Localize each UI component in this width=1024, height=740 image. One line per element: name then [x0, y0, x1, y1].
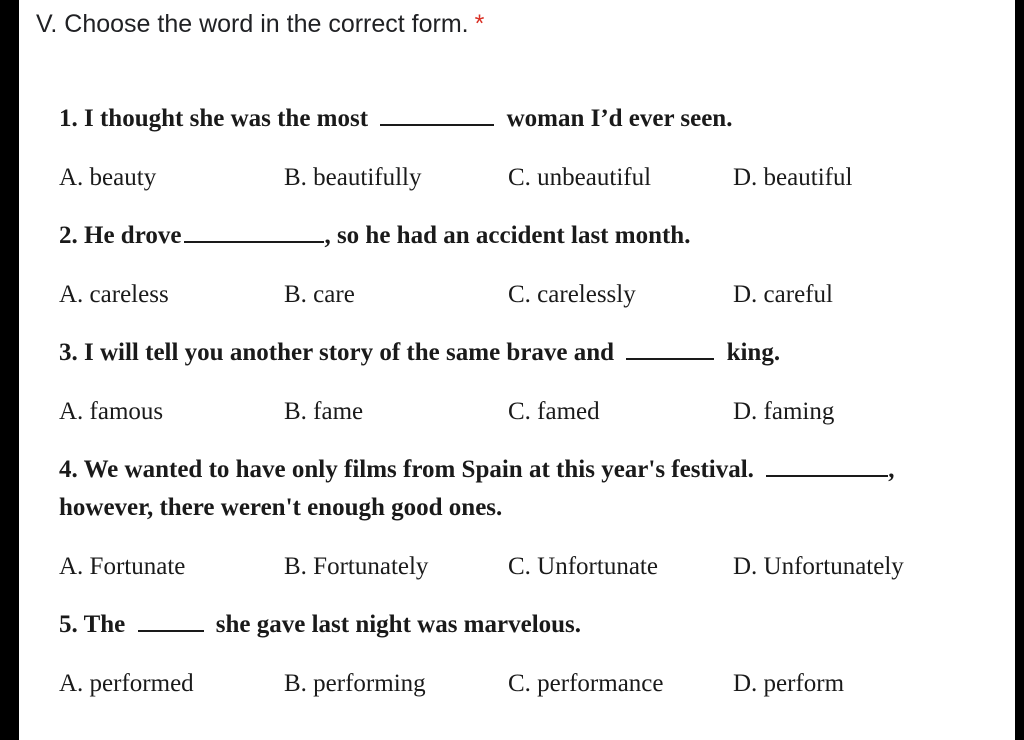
- question-1-options: [59, 160, 1009, 196]
- question-4: [59, 451, 1009, 585]
- question-list: [59, 100, 1009, 723]
- question-1: [59, 100, 1009, 196]
- required-asterisk: *: [474, 10, 485, 38]
- question-2-number: 2.: [59, 222, 78, 249]
- question-3-number: 3.: [59, 339, 78, 366]
- question-3-option-c[interactable]: C. famed: [508, 398, 600, 425]
- question-5-number: 5.: [59, 611, 78, 638]
- question-4-text: [59, 451, 1009, 489]
- question-1-option-b[interactable]: B. beautifully: [284, 164, 422, 191]
- question-5-text: [59, 606, 1009, 644]
- question-3-text-before: I will tell you another story of the same brave and: [84, 339, 615, 366]
- question-2-text-before: He drove: [84, 222, 182, 249]
- question-4-text-before: We wanted to have only films from Spain at this year's festival.: [83, 456, 754, 483]
- question-3-option-a[interactable]: A. famous: [59, 398, 164, 425]
- question-2-text: [59, 217, 1009, 255]
- question-3-option-b[interactable]: B. fame: [284, 398, 364, 425]
- question-1-text: [59, 100, 1009, 138]
- question-5-option-d[interactable]: D. perform: [733, 670, 845, 697]
- question-3-options: [59, 394, 1009, 430]
- question-3-text: [59, 334, 1009, 372]
- question-3: [59, 334, 1009, 430]
- question-5-blank: [138, 610, 204, 632]
- question-5-options: [59, 666, 1009, 702]
- question-5: [59, 606, 1009, 702]
- question-2-option-d[interactable]: D. careful: [733, 281, 833, 308]
- question-2-option-c[interactable]: C. carelessly: [508, 281, 636, 308]
- question-5-option-c[interactable]: C. performance: [508, 670, 664, 697]
- question-3-blank: [626, 338, 714, 360]
- question-4-text-line2: however, there weren't enough good ones.: [59, 494, 503, 521]
- question-1-blank: [380, 104, 494, 126]
- question-1-option-c[interactable]: C. unbeautiful: [508, 164, 652, 191]
- question-2-text-after: , so he had an accident last month.: [324, 222, 691, 249]
- question-4-options: [59, 549, 1009, 585]
- question-1-text-before: I thought she was the most: [84, 105, 369, 132]
- question-4-option-b[interactable]: B. Fortunately: [284, 553, 429, 580]
- question-2-blank: [184, 221, 324, 243]
- question-5-text-after: she gave last night was marvelous.: [215, 611, 582, 638]
- question-2-option-b[interactable]: B. care: [284, 281, 355, 308]
- question-4-text-after: ,: [888, 456, 895, 483]
- question-4-option-a[interactable]: A. Fortunate: [59, 553, 186, 580]
- question-4-option-c[interactable]: C. Unfortunate: [508, 553, 658, 580]
- question-5-text-before: The: [83, 611, 126, 638]
- question-2-option-a[interactable]: A. careless: [59, 281, 169, 308]
- question-1-option-a[interactable]: A. beauty: [59, 164, 157, 191]
- question-1-text-after: woman I’d ever seen.: [506, 105, 733, 132]
- question-3-option-d[interactable]: D. faming: [733, 398, 835, 425]
- question-1-option-d[interactable]: D. beautiful: [733, 164, 853, 191]
- question-heading-text: V. Choose the word in the correct form.: [36, 10, 469, 38]
- question-5-option-a[interactable]: A. performed: [59, 670, 194, 697]
- right-border-bar: [1015, 0, 1024, 740]
- question-4-option-d[interactable]: D. Unfortunately: [733, 553, 904, 580]
- question-3-text-after: king.: [726, 339, 781, 366]
- question-4-number: 4.: [59, 456, 78, 483]
- question-2-options: [59, 277, 1009, 313]
- question-5-option-b[interactable]: B. performing: [284, 670, 426, 697]
- question-1-number: 1.: [59, 105, 78, 132]
- left-border-bar: [0, 0, 19, 740]
- question-4-blank: [766, 455, 888, 477]
- question-heading: [36, 10, 484, 39]
- question-2: [59, 217, 1009, 313]
